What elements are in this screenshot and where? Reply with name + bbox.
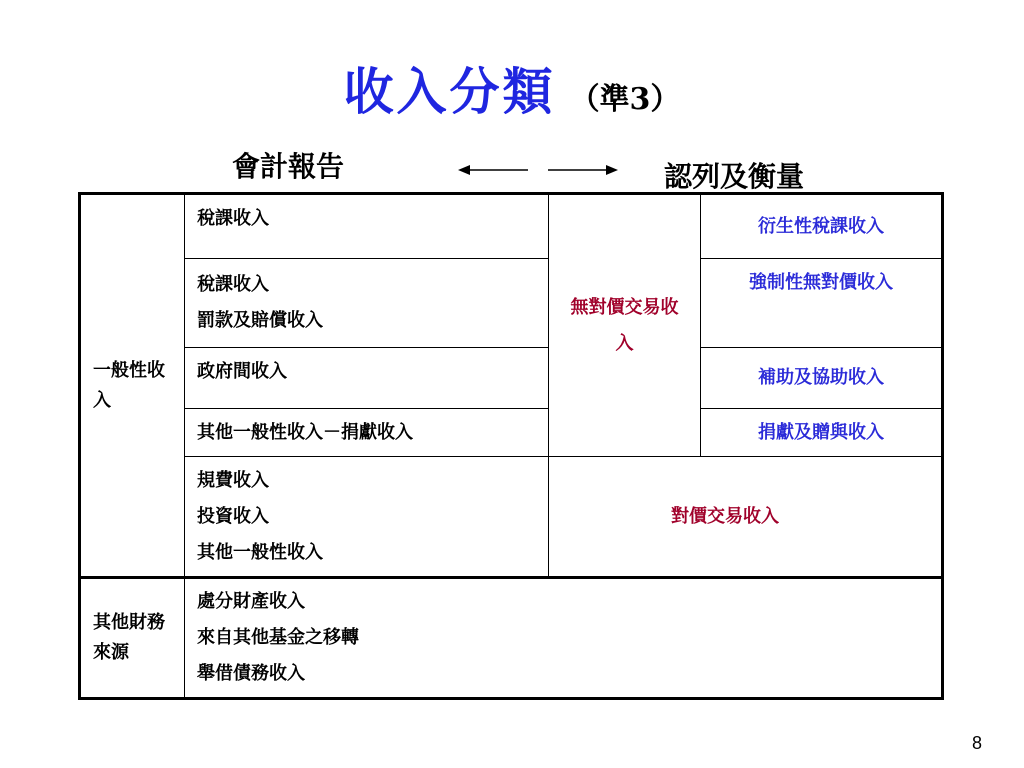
table-row: [80, 194, 943, 259]
header-reporting: 會計報告: [232, 150, 345, 183]
table-row: [80, 578, 943, 699]
double-arrow-icon: [456, 160, 620, 180]
category-general-revenue: 一般性收入: [80, 194, 185, 578]
title-main: 收入分類: [343, 62, 556, 121]
row-intergovernmental-revenue: 政府間收入: [185, 348, 549, 409]
revenue-classification-table: [78, 192, 944, 700]
page-number: 8: [972, 733, 983, 753]
exchange-revenue-cell: 對價交易收入: [549, 457, 943, 578]
table-row: [80, 259, 943, 348]
row-other-financing-items: 處分財產收入 來自其他基金之移轉 舉借債務收入: [185, 578, 943, 699]
row-donation-revenue: 其他一般性收入－捐獻收入: [185, 409, 549, 457]
category-other-financing-sources: 其他財務來源: [80, 578, 185, 699]
category-contributions-revenue: 捐獻及贈與收入: [701, 409, 943, 457]
table-row: [80, 457, 943, 578]
slide-title: [0, 52, 1024, 124]
table-row: [80, 348, 943, 409]
nonexchange-revenue-cell: 無對價交易收入: [549, 194, 701, 457]
category-derived-tax-revenue: 衍生性稅課收入: [701, 194, 943, 259]
row-fees-investment: 規費收入 投資收入 其他一般性收入: [185, 457, 549, 578]
title-subtitle: （準3）: [569, 82, 681, 117]
table-row: [80, 409, 943, 457]
row-tax-and-fines: 稅課收入 罰款及賠償收入: [185, 259, 549, 348]
row-tax-revenue: 稅課收入: [185, 194, 549, 259]
header-recognition: 認列及衡量: [664, 160, 805, 193]
category-imposed-nonexchange-revenue: 強制性無對價收入: [701, 259, 943, 348]
category-grants-revenue: 補助及協助收入: [701, 348, 943, 409]
